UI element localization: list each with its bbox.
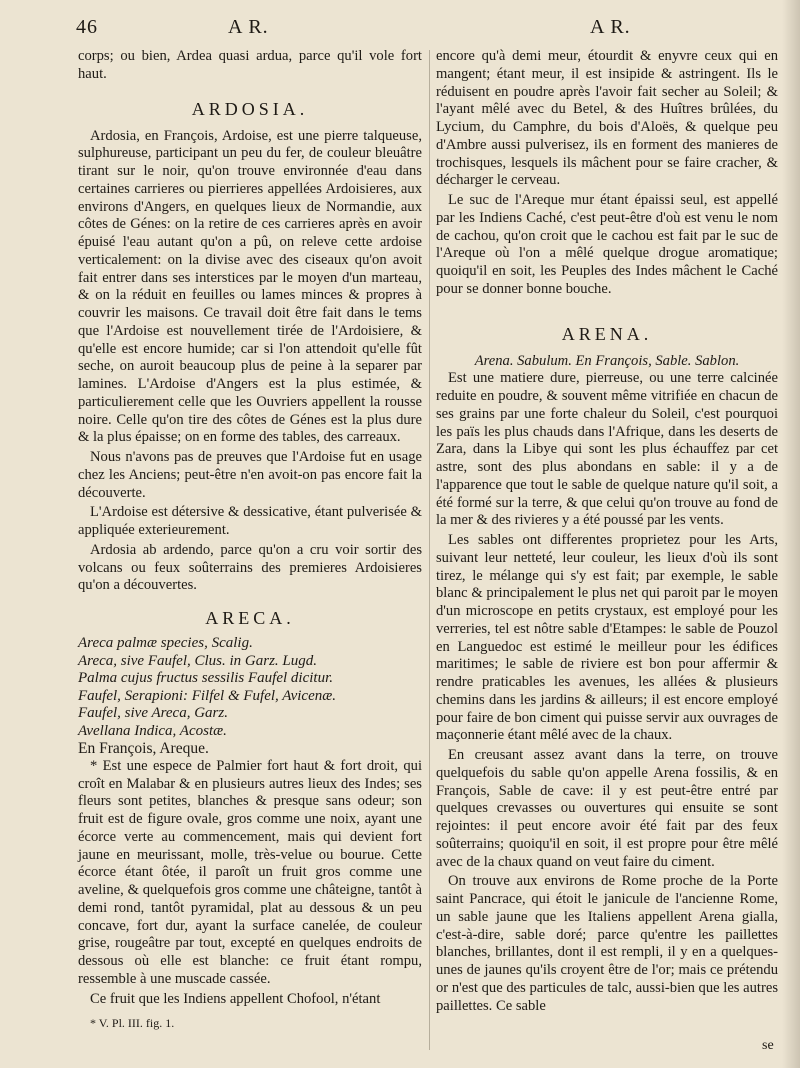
paragraph: Est une matiere dure, pierreuse, ou une terre calcinée reduite en poudre, & souvent même vitrifiée en chacun de ses grains par une forte chaleur du Soleil, c'est pourquoi les païs les plus chauds dans l'Afrique, dans les deserts de Zara, dans la Libye qui sont les plus échauffez par cet astre, sont des plus abondans en sable: il y a de l'apparence que tout le sable de quelque nature qu'il soit, a été formé sur la terre, & que celui qu'on trouve au fond de la mer & des rivieres y a été poussé par les vents. [436,370,778,529]
paragraph: Ardosia, en François, Ardoise, est une pierre talqueuse, sulphureuse, participant un peu du fer, de couleur bleuâtre tirant sur le noir, qu'on trouve environnée d'eau dans certaines carrieres ou pierrieres appellées Ardoisieres, aux environs d'Angers, en quelques lieux de Normandie, aux côtes de Génes: on la retire de ces carrieres après en avoir épuisé l'eau autant qu'on a pû, on releve cette ardoise verticalement: on la divise avec des ciseaux qu'on avoit fait entrer dans ses interstices par le moyen d'un marteau, & on la réduit en feuilles ou lames minces & propres à couvrir les maisons. Ce travail doit être fait dans le tems que l'Ardoise est nouvellement tirée de l'Ardoisiere, & qu'elle est encore humide; car si l'on attendoit qu'elle fût seche, on auroit beaucoup plus de peine à la separer par lamines. L'Ardoise d'Angers est la plus estimée, & particulierement celle que les Ouvriers appellent la rousse noire. Celle qu'on tire des côtes de Génes est la plus dure & la plus épaisse; on en forme des tables, des carreaux. [78,127,422,446]
paragraph: * Est une espece de Palmier fort haut & fort droit, qui croît en Malabar & en plusieurs autres lieux des Indes; ses fleurs sont petites, blanches & presque sans odeur; son fruit est de figure ovale, gros comme une noix, ayant une écorce verte au commencement, mais qui devient fort jaune en meurissant, molle, très-velue ou bourue. Cette écorce étant ôtée, il paroît un fruit gros comme une aveline, & quelquefois gros comme une châteigne, tantôt à demi rond, tantôt pyramidal, plat au dessous & un peu concave, fort dur, ayant la surface canelée, de couleur grise, rougeâtre par tout, excepté en quelques endroits de dessous où elle est blanche: ce fruit étant rompu, ressemble à une muscade cassée. [78,757,422,987]
paragraph: encore qu'à demi meur, étourdit & enyvre ceux qui en mangent; étant meur, il est insipide & astringent. Ils le réduisent en poudre après l'avoir fait secher au Soleil; & l'ayant mêlé avec du Betel, & des Huîtres brûlées, du Lycium, du Camphre, du bois d'Aloës, & quelque peu d'Ambre aussi pulverisez, ils en forment des manieres de trochisques, lesquels ils mâchent pour se faire cracher, & décharger le cerveau. [436,48,778,189]
synonym-line: Areca palmæ species, Scalig. [78,635,253,651]
synonym-line: Palma cujus fructus sessilis Faufel dicitur. [78,670,333,686]
arena-synonyms: Arena. Sabulum. En François, Sable. Sablon. [474,352,740,369]
left-column [78,48,422,1008]
heading-ardosia: ARDOSIA. [191,98,309,119]
paragraph: Ardosia ab ardendo, parce qu'on a cru voir sortir des volcans ou feux soûterrains des premieres Ardoisieres qu'on a découvertes. [78,541,422,594]
paragraph: L'Ardoise est détersive & dessicative, étant pulverisée & appliquée exterieurement. [78,504,422,538]
paragraph: Ce fruit que les Indiens appellent Chofool, n'étant [90,990,381,1007]
paragraph: En creusant assez avant dans la terre, on trouve quelquefois du sable qu'on appelle Arena fossilis, & en François, Sable de cave: il y est peut-être entré par quelques crevasses ou ouvertures qui ensuite se sont rejointes: il peut encore avoir été fait par des feux soûterrains; quoiqu'il en soit, il est propre pour être mêlé avec de la chaux quand on veut faire du ciment. [436,747,778,870]
french-name: En François, Areque. [78,740,209,757]
right-running-head: A R. [590,16,631,38]
footnote: * V. Pl. III. fig. 1. [90,1016,175,1030]
catchword: se [762,1038,774,1053]
column-gutter [429,50,430,1050]
paragraph: corps; ou bien, Ardea quasi ardua, parce qu'il vole fort haut. [78,48,422,82]
heading-areca: ARECA. [205,608,295,628]
synonym-line: Faufel, Serapioni: Filfel & Fufel, Avicenæ. [78,687,337,704]
left-running-head: A R. [228,16,269,38]
paragraph: Nous n'avons pas de preuves que l'Ardoise fut en usage chez les Anciens; peut-être n'en avoit-on pas encore fait la découverte. [78,449,422,501]
paragraph: On trouve aux environs de Rome proche de la Porte saint Pancrace, qui étoit le janicule de l'ancienne Rome, un sable jaune que les Italiens appellent Arena gialla, c'est-à-dire, sable doré; parce qu'entre les paillettes blanches, brillantes, dont il est rempli, il y en a quelques-unes de jaunes qu'ils croyent être de l'or; mais ce prétendu or n'est que des particules de talc, aussi-bien que les autres paillettes. Ce sable [436,873,778,1014]
page-number: 46 [76,16,98,38]
synonym-line: Avellana Indica, Acostæ. [78,722,227,739]
synonym-line: Faufel, sive Areca, Garz. [78,705,228,721]
heading-arena: ARENA. [561,323,653,344]
paragraph: Le suc de l'Areque mur étant épaissi seul, est appellé par les Indiens Caché, c'est peut-être d'où est venu le nom de cachou, qu'on croit que le cachou est fait par le suc de l'Areque où l'on a mêlé quelque drogue aromatique; quoiqu'il en soit, les Peuples des Indes mâchent le Caché pour se donner bonne bouche. [436,192,778,297]
page-fold-shadow [782,0,800,1068]
synonym-line: Areca, sive Faufel, Clus. in Garz. Lugd. [78,652,318,669]
paragraph: Les sables ont differentes proprietez pour les Arts, suivant leur netteté, leur couleur, les lieux d'où ils sont tirez, le mélange qui s'y est fait; par exemple, le sable blanc & principalement le plus net qui paroit par le moyen d'un microscope en petits crystaux, est employé pour les verreries, tel est nôtre sable d'Etampes: le sable de Pouzol en Languedoc est estimé le meilleur pour les édifices maritimes; le sable de riviere est bon pour affermir & rendre praticables les avenues, les allées & plusieurs chemins dans les jardins & ailleurs; il est encore employé pour faire de bon ciment qui puisse servir aux ouvrages de maçonnerie étant mêlé avec de la chaux. [436,532,778,744]
right-column [436,48,778,1015]
